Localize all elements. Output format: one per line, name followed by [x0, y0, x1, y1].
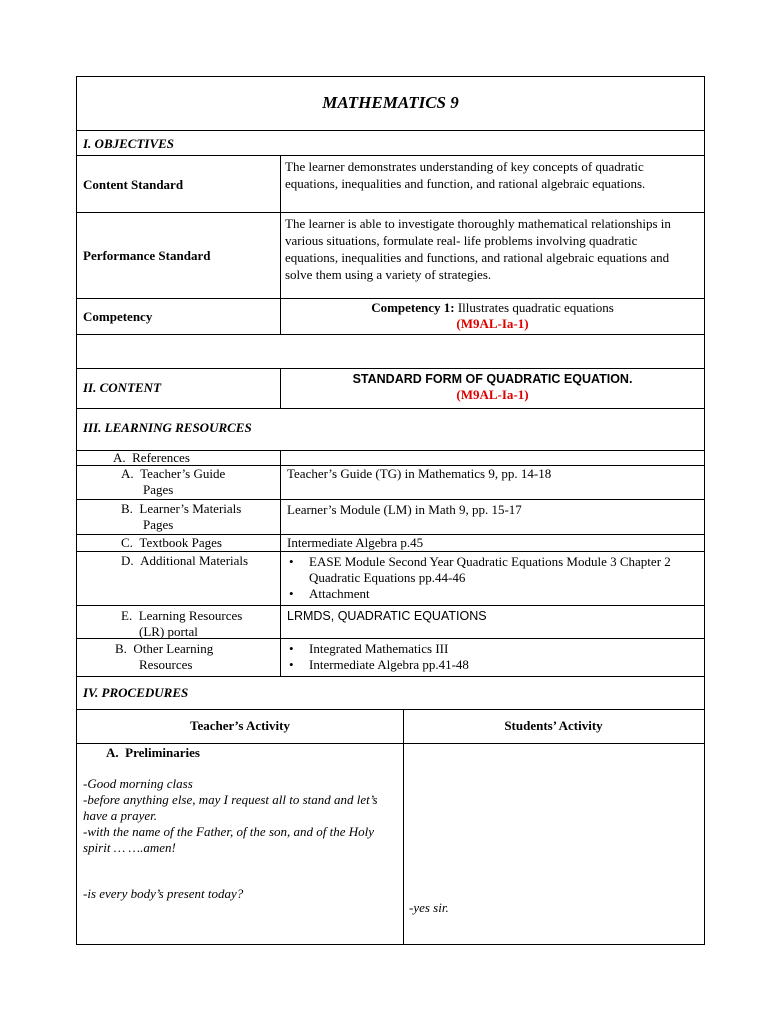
procedures-heading: IV. PROCEDURES: [83, 685, 189, 700]
teacher-question: -is every body’s present today?: [83, 886, 244, 901]
objectives-heading-row: [77, 131, 704, 156]
teacher-line: -with the name of the Father, of the son, and of the Holy spirit … ….amen!: [83, 824, 375, 855]
content-heading: II. CONTENT: [83, 380, 162, 395]
competency-code: (M9AL-Ia-1): [456, 316, 529, 331]
lr-portal-label-line2: (LR) portal: [139, 624, 198, 639]
label-column-divider: [280, 451, 281, 677]
teachers-guide-label-line2: Pages: [143, 482, 174, 497]
content-row: [77, 369, 704, 409]
references-row: [77, 451, 704, 466]
content-standard-label: Content Standard: [83, 177, 184, 192]
teacher-activity-header: Teacher’s Activity: [189, 718, 290, 733]
other-resources-item: • Integrated Mathematics III: [283, 641, 698, 657]
objectives-heading: I. OBJECTIVES: [83, 136, 175, 151]
teacher-line: -before anything else, may I request all to stand and let’s have a prayer.: [83, 792, 378, 823]
performance-standard-label: Performance Standard: [83, 248, 211, 263]
additional-materials-list: [283, 554, 698, 602]
other-resources-label-line1: B. Other Learning: [115, 641, 214, 656]
page-title: MATHEMATICS 9: [322, 93, 459, 112]
title-row: [77, 77, 704, 131]
competency-line: [281, 300, 704, 316]
lr-portal-label-line1: E. Learning Resources: [121, 608, 243, 623]
lr-portal-value: LRMDS, QUADRATIC EQUATIONS: [287, 609, 487, 623]
additional-materials-item: • Attachment: [283, 586, 698, 602]
additional-materials-item: • EASE Module Second Year Quadratic Equations Module 3 Chapter 2 Quadratic Equations pp.44-46: [283, 554, 698, 586]
textbook-value: Intermediate Algebra p.45: [287, 535, 424, 550]
label-column-divider: [280, 369, 281, 409]
spacer-row: [77, 335, 704, 369]
learners-materials-label-line1: B. Learner’s Materials: [121, 501, 242, 516]
additional-materials-row: [77, 552, 704, 606]
content-topic: STANDARD FORM OF QUADRATIC EQUATION.: [352, 372, 633, 386]
learners-materials-row: [77, 500, 704, 535]
content-code: (M9AL-Ia-1): [456, 387, 529, 402]
student-answer: -yes sir.: [409, 900, 449, 915]
competency-value: [281, 300, 704, 332]
textbook-label: C. Textbook Pages: [121, 535, 222, 550]
references-label: A. References: [113, 450, 190, 465]
other-resources-row: [77, 639, 704, 677]
lr-portal-row: [77, 606, 704, 639]
resources-heading-row: [77, 409, 704, 451]
content-standard-row: [77, 156, 704, 213]
teachers-guide-label: [121, 466, 225, 498]
lesson-plan-table: [76, 76, 705, 945]
procedures-heading-row: [77, 677, 704, 710]
teachers-guide-label-line1: A. Teacher’s Guide: [121, 466, 226, 481]
content-standard-text: The learner demonstrates understanding of key concepts of quadratic equations, inequalities and function, and rational algebraic equations.: [285, 159, 646, 191]
resources-heading: III. LEARNING RESOURCES: [83, 420, 252, 435]
other-resources-item: • Intermediate Algebra pp.41-48: [283, 657, 698, 673]
other-resources-label: [115, 641, 213, 673]
competency-row: [77, 299, 704, 335]
performance-standard-text: The learner is able to investigate thoroughly mathematical relationships in various situations, formulate real- life problems involving quadratic equations, inequalities and functions, and rational algebraic equations and solve them using a variety of strategies.: [285, 216, 671, 282]
performance-standard-row: [77, 213, 704, 299]
additional-materials-label: D. Additional Materials: [121, 553, 249, 568]
teacher-line: -Good morning class: [83, 776, 193, 791]
teacher-activity-cell: [83, 745, 399, 902]
competency-label: Competency: [83, 309, 153, 324]
learners-materials-value: Learner’s Module (LM) in Math 9, pp. 15-17: [287, 502, 522, 517]
teachers-guide-value: Teacher’s Guide (TG) in Mathematics 9, pp. 14-18: [287, 466, 552, 481]
label-column-divider: [280, 156, 281, 335]
students-activity-header: Students’ Activity: [504, 718, 603, 733]
activity-header-row: [77, 710, 704, 744]
textbook-row: [77, 535, 704, 552]
competency-prefix: Competency 1:: [371, 300, 455, 315]
teachers-guide-row: [77, 466, 704, 500]
learners-materials-label-line2: Pages: [143, 517, 174, 532]
content-value: [281, 371, 704, 403]
learners-materials-label: [121, 501, 241, 533]
competency-text: Illustrates quadratic equations: [454, 300, 614, 315]
other-resources-list: [283, 641, 698, 673]
other-resources-label-line2: Resources: [139, 657, 193, 672]
activity-column-divider: [403, 710, 404, 944]
lr-portal-label: [121, 608, 242, 640]
preliminaries-label: A. Preliminaries: [106, 745, 200, 760]
